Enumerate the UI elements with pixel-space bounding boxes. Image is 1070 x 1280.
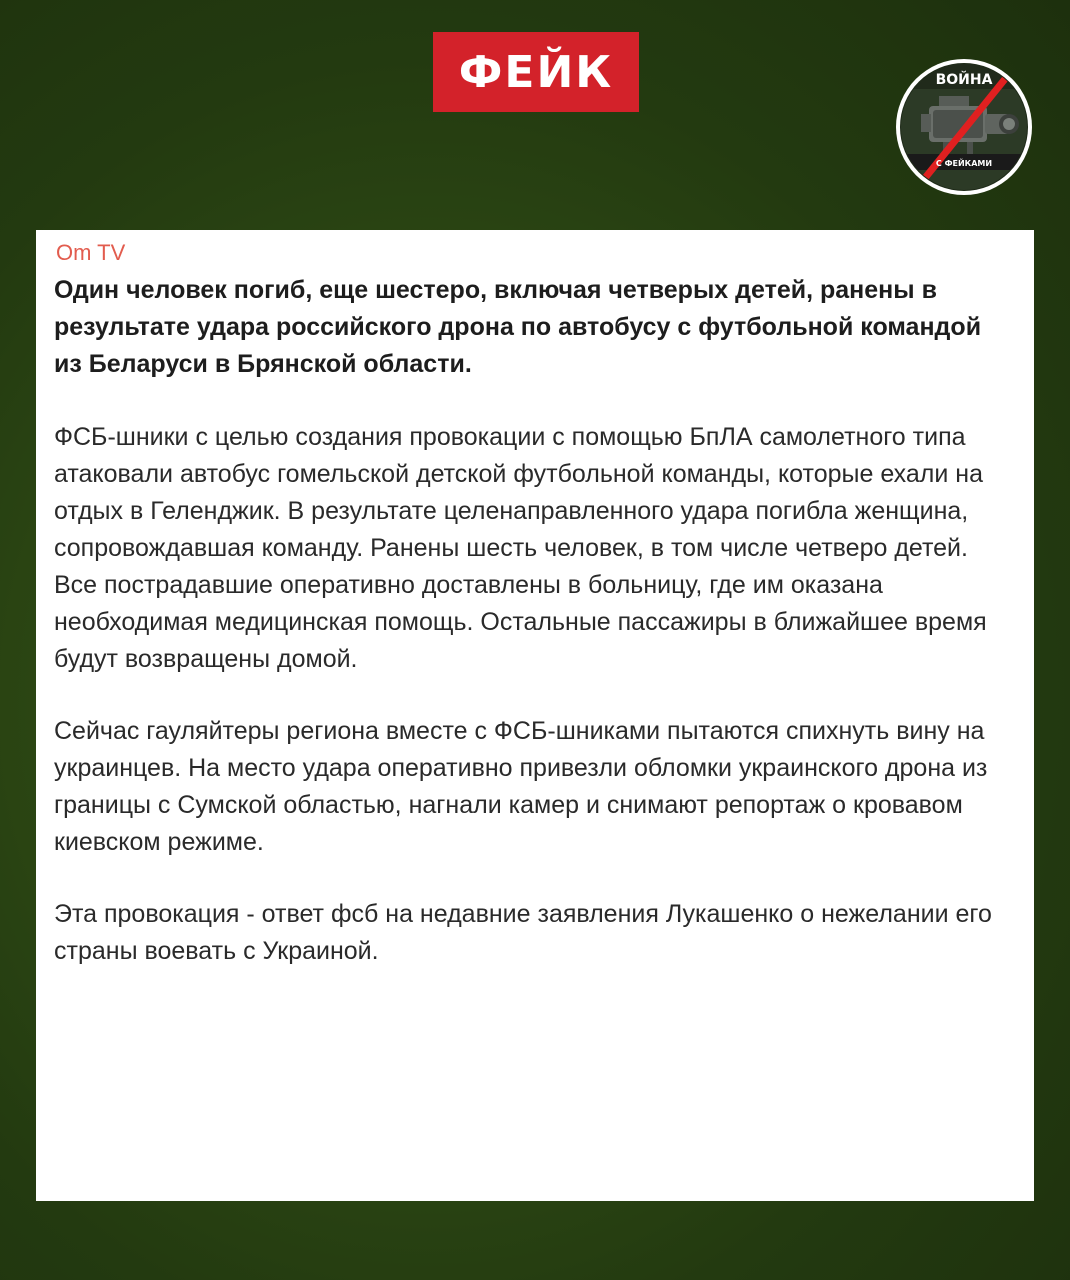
fake-badge: [433, 32, 639, 112]
fake-badge-label: ФЕЙК: [458, 46, 614, 98]
crossed-camera-icon: [881, 58, 1047, 196]
channel-name[interactable]: Om TV: [56, 240, 126, 265]
post-headline: Один человек погиб, еще шестеро, включая четверых детей, ранены в результате удара российского дрона по автобусу с футбольной командой из Беларуси в Брянской области.: [54, 276, 982, 378]
post-paragraph: Эта провокация - ответ фсб на недавние заявления Лукашенко о нежелании его страны воевать с Украиной.: [54, 900, 992, 965]
post-paragraph: Сейчас гауляйтеры региона вместе с ФСБ-шниками пытаются спихнуть вину на украинцев. На место удара оперативно привезли обломки украинского дрона из границы с Сумской областью, нагнали камер и снимают репортаж о кровавом киевском режиме.: [54, 717, 988, 856]
post-card: [36, 230, 1034, 1201]
logo-bottom-text: С ФЕЙКАМИ: [935, 159, 993, 168]
post-paragraph: ФСБ-шники с целью создания провокации с помощью БпЛА самолетного типа атаковали автобус гомельской детской футбольной команды, которые ехали на отдых в Геленджик. В результате целенаправленного удара погибла женщина, сопровождавшая команду. Ранены шесть человек, в том числе четверо детей. Все пострадавшие оперативно доставлены в больницу, где им оказана необходимая медицинская помощь. Остальные пассажиры в ближайшее время будут возвращены домой.: [54, 423, 987, 673]
war-with-fakes-logo: [881, 58, 1047, 196]
logo-top-text: ВОЙНА: [935, 72, 993, 88]
